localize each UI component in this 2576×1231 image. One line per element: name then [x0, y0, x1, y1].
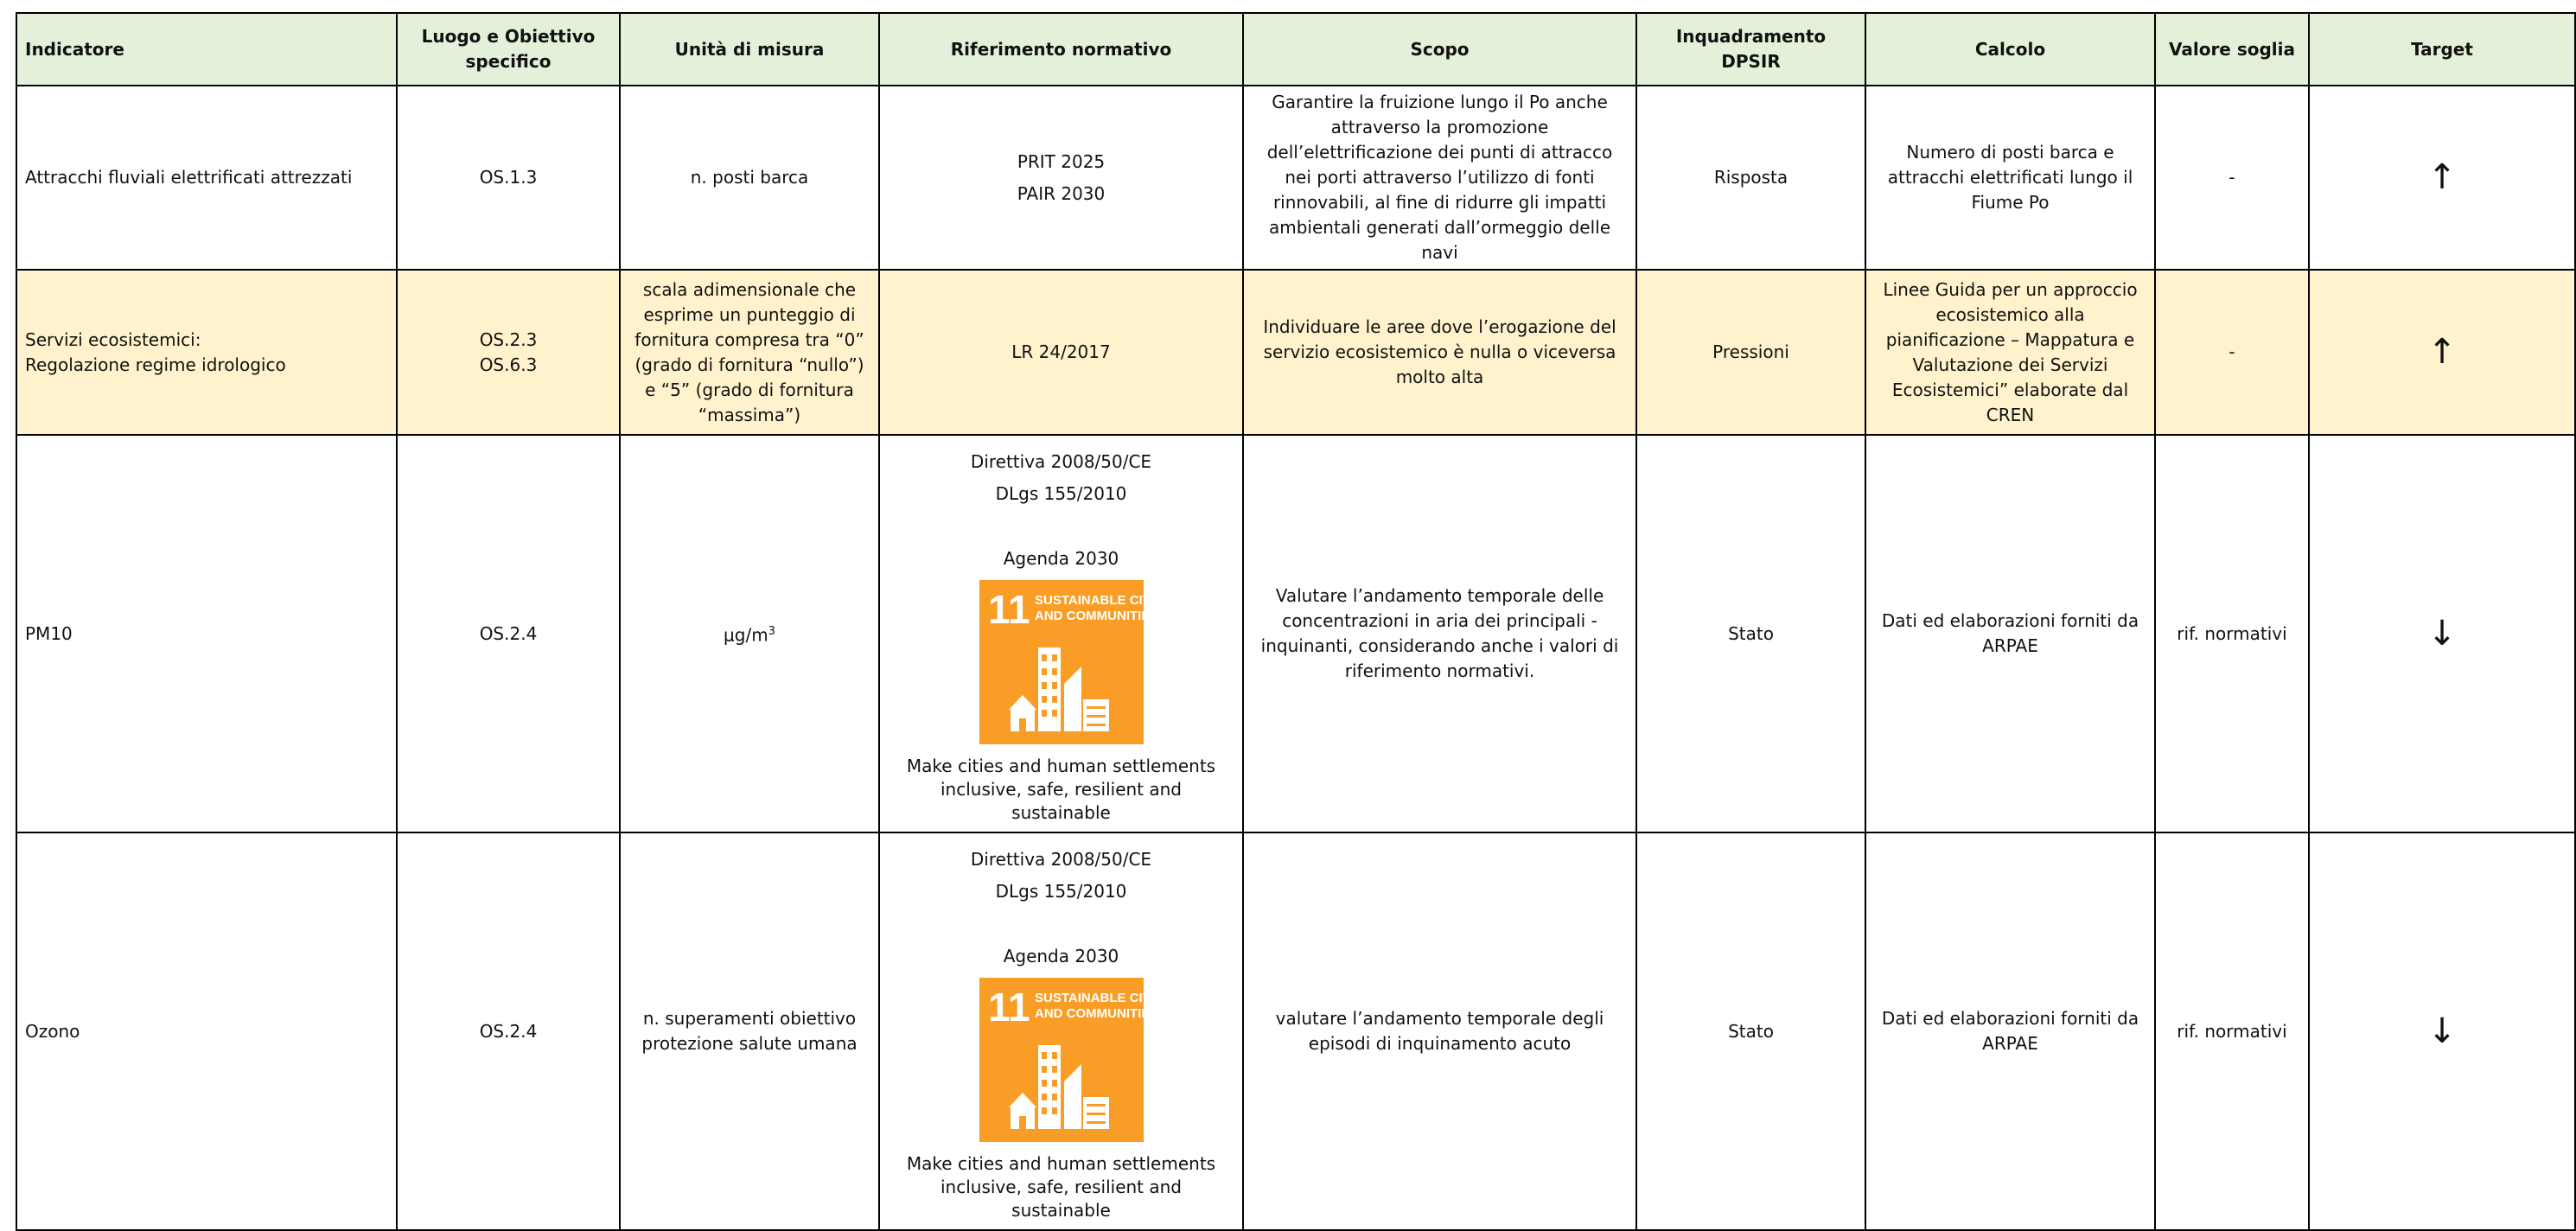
arrow-up-icon: ↑ — [2427, 157, 2457, 197]
ref-line: DLgs 155/2010 — [995, 483, 1127, 504]
cell-calcolo: Dati ed elaborazioni forniti da ARPAE — [1865, 832, 2155, 1230]
cell-scopo: valutare l’andamento temporale degli episodi di inquinamento acuto — [1243, 832, 1636, 1230]
cell-unita: n. posti barca — [620, 86, 879, 270]
cell-dpsir: Stato — [1636, 832, 1865, 1230]
cell-unita: scala adimensionale che esprime un punteggio di fornitura compresa tra “0” (grado di fornitura “nullo”) e “5” (grado di fornitura “massima”) — [620, 270, 879, 435]
sdg-title-line: AND COMMUNITIES — [1034, 1006, 1158, 1021]
cell-dpsir: Pressioni — [1636, 270, 1865, 435]
indicators-table — [16, 12, 2576, 1231]
header-unita: Unità di misura — [620, 13, 879, 86]
header-scopo: Scopo — [1243, 13, 1636, 86]
table-row — [16, 435, 2575, 832]
header-soglia: Valore soglia — [2155, 13, 2309, 86]
sdg-number: 11 — [987, 985, 1030, 1030]
luogo-line: OS.2.3 — [479, 328, 538, 350]
cell-calcolo: Dati ed elaborazioni forniti da ARPAE — [1865, 435, 2155, 832]
sdg-11-sustainable-cities-icon — [979, 978, 1171, 1142]
header-calcolo: Calcolo — [1865, 13, 2155, 86]
cell-luogo — [397, 270, 620, 435]
cell-dpsir: Stato — [1636, 435, 1865, 832]
cell-scopo: Garantire la fruizione lungo il Po anche attraverso la promozione dell’elettrificazione dei punti di attracco nei porti attraverso l’utilizzo di fonti rinnovabili, al fine di ridurre gli impatti ambientali generati dall’ormeggio delle navi — [1243, 86, 1636, 270]
arrow-down-icon: ↓ — [2427, 613, 2457, 654]
cell-indicatore: PM10 — [16, 435, 397, 832]
cell-riferimento — [879, 86, 1243, 270]
unit-base: μg/m — [724, 624, 768, 646]
header-row — [16, 13, 2575, 86]
ref-line: Direttiva 2008/50/CE — [970, 451, 1152, 472]
ref-line: Direttiva 2008/50/CE — [970, 849, 1152, 870]
cell-target — [2309, 86, 2575, 270]
cell-luogo: OS.1.3 — [397, 86, 620, 270]
table-row — [16, 270, 2575, 435]
cell-target — [2309, 270, 2575, 435]
sdg-number: 11 — [987, 587, 1030, 632]
cell-soglia: rif. normativi — [2155, 832, 2309, 1230]
cell-calcolo: Numero di posti barca e attracchi elettrificati lungo il Fiume Po — [1865, 86, 2155, 270]
cell-scopo: Valutare l’andamento temporale delle concentrazioni in aria dei principali - inquinanti, considerando anche i valori di riferimento normativi. — [1243, 435, 1636, 832]
cell-unita — [620, 435, 879, 832]
sdg-title-line: AND COMMUNITIES — [1034, 609, 1158, 623]
header-target: Target — [2309, 13, 2575, 86]
cell-dpsir: Risposta — [1636, 86, 1865, 270]
cell-riferimento — [879, 832, 1243, 1230]
cell-luogo: OS.2.4 — [397, 832, 620, 1230]
ref-line: PAIR 2030 — [1017, 182, 1106, 204]
cell-indicatore — [16, 270, 397, 435]
cell-indicatore: Ozono — [16, 832, 397, 1230]
cell-riferimento — [879, 435, 1243, 832]
cell-luogo: OS.2.4 — [397, 435, 620, 832]
cell-soglia: rif. normativi — [2155, 435, 2309, 832]
header-luogo: Luogo e Obiettivo specifico — [397, 13, 620, 86]
sdg-title-line: SUSTAINABLE CITIES — [1034, 593, 1171, 608]
ref-line: DLgs 155/2010 — [995, 881, 1127, 902]
arrow-up-icon: ↑ — [2427, 332, 2457, 372]
ref-line: Agenda 2030 — [1003, 946, 1119, 966]
cell-indicatore: Attracchi fluviali elettrificati attrezzati — [16, 86, 397, 270]
header-riferimento: Riferimento normativo — [879, 13, 1243, 86]
header-indicatore: Indicatore — [16, 13, 397, 86]
header-dpsir: Inquadramento DPSIR — [1636, 13, 1865, 86]
cell-target — [2309, 832, 2575, 1230]
indicatore-line: Servizi ecosistemici: — [25, 328, 201, 350]
sdg-caption: Make cities and human settlements inclusive, safe, resilient and sustainable — [906, 756, 1216, 823]
sdg-title-line: SUSTAINABLE CITIES — [1034, 991, 1171, 1005]
unit-superscript: 3 — [768, 625, 775, 639]
ref-line: PRIT 2025 — [1017, 150, 1106, 172]
cell-riferimento: LR 24/2017 — [879, 270, 1243, 435]
cell-scopo: Individuare le aree dove l’erogazione del servizio ecosistemico è nulla o viceversa molto alta — [1243, 270, 1636, 435]
cell-calcolo: Linee Guida per un approccio ecosistemico alla pianificazione – Mappatura e Valutazione dei Servizi Ecosistemici” elaborate dal CREN — [1865, 270, 2155, 435]
cell-target — [2309, 435, 2575, 832]
sdg-11-sustainable-cities-icon — [979, 580, 1171, 744]
cell-soglia: - — [2155, 270, 2309, 435]
table-row — [16, 832, 2575, 1230]
indicatore-line: Regolazione regime idrologico — [25, 354, 286, 375]
cell-soglia: - — [2155, 86, 2309, 270]
cell-unita: n. superamenti obiettivo protezione salute umana — [620, 832, 879, 1230]
table-row — [16, 86, 2575, 270]
sdg-caption: Make cities and human settlements inclusive, safe, resilient and sustainable — [906, 1153, 1216, 1221]
luogo-line: OS.6.3 — [479, 354, 538, 375]
arrow-down-icon: ↓ — [2427, 1011, 2457, 1051]
ref-line: Agenda 2030 — [1003, 548, 1119, 569]
